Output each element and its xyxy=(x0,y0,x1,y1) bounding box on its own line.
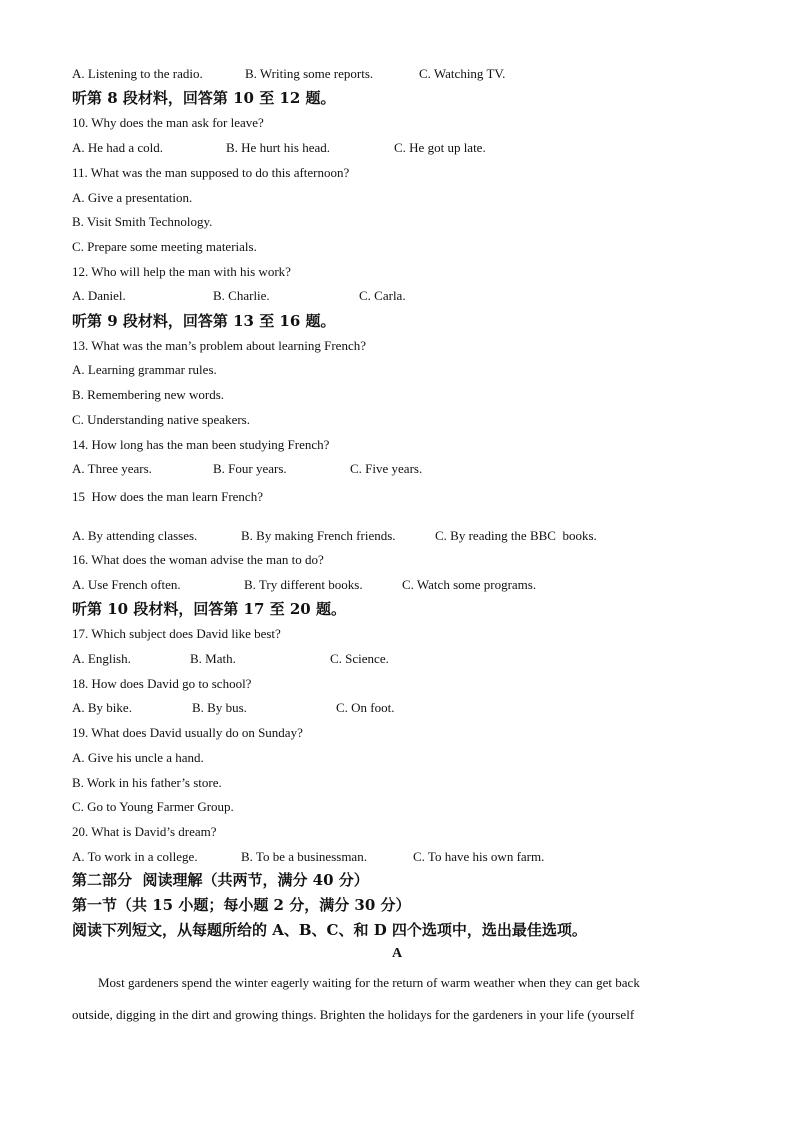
q9-option-c: C. Watching TV. xyxy=(419,66,506,81)
q20-option-b: B. To be a businessman. xyxy=(241,849,367,864)
q15-question: 15 How does the man learn French? xyxy=(72,489,263,504)
q20-option-c: C. To have his own farm. xyxy=(413,849,545,864)
q10-option-b: B. He hurt his head. xyxy=(226,140,330,155)
section8-header: 听第 8 段材料，回答第 10 至 12 题。 xyxy=(72,89,336,107)
q18-option-a: A. By bike. xyxy=(72,700,132,715)
part2-section1-header: 第一节（共 15 小题；每小题 2 分，满分 30 分） xyxy=(72,896,411,914)
q12-option-b: B. Charlie. xyxy=(213,288,270,303)
q20-option-a: A. To work in a college. xyxy=(72,849,198,864)
q13-option-b: B. Remembering new words. xyxy=(72,387,225,402)
q11-question: 11. What was the man supposed to do this afternoon? xyxy=(72,165,350,180)
q14-option-b: B. Four years. xyxy=(213,461,287,476)
q16-option-a: A. Use French often. xyxy=(72,577,181,592)
q15-option-a: A. By attending classes. xyxy=(72,528,198,543)
q10-option-a: A. He had a cold. xyxy=(72,140,163,155)
q14-option-c: C. Five years. xyxy=(350,461,423,476)
q12-option-c: C. Carla. xyxy=(359,288,406,303)
q15-option-b: B. By making French friends. xyxy=(241,528,396,543)
q14-option-a: A. Three years. xyxy=(72,461,152,476)
q10-question: 10. Why does the man ask for leave? xyxy=(72,115,264,130)
q17-question: 17. Which subject does David like best? xyxy=(72,626,281,641)
q19-option-c: C. Go to Young Farmer Group. xyxy=(72,799,234,814)
q16-option-b: B. Try different books. xyxy=(244,577,363,592)
section10-header: 听第 10 段材料，回答第 17 至 20 题。 xyxy=(72,600,346,618)
q11-option-b: B. Visit Smith Technology. xyxy=(72,214,213,229)
q17-option-a: A. English. xyxy=(72,651,131,666)
reading-instruction: 阅读下列短文，从每题所给的 A、B、C、和 D 四个选项中，选出最佳选项。 xyxy=(72,921,587,939)
q15-option-c: C. By reading the BBC books. xyxy=(435,528,597,543)
q14-question: 14. How long has the man been studying French? xyxy=(72,437,330,452)
q19-option-b: B. Work in his father’s store. xyxy=(72,775,222,790)
q18-question: 18. How does David go to school? xyxy=(72,676,252,691)
q12-option-a: A. Daniel. xyxy=(72,288,126,303)
passage-line-2: outside, digging in the dirt and growing things. Brighten the holidays for the gardeners in your life (yourself xyxy=(72,1007,635,1022)
q16-question: 16. What does the woman advise the man to do? xyxy=(72,552,324,567)
q13-option-c: C. Understanding native speakers. xyxy=(72,412,250,427)
q18-option-b: B. By bus. xyxy=(192,700,247,715)
q16-option-c: C. Watch some programs. xyxy=(402,577,537,592)
q17-option-c: C. Science. xyxy=(330,651,389,666)
q11-option-c: C. Prepare some meeting materials. xyxy=(72,239,257,254)
q19-option-a: A. Give his uncle a hand. xyxy=(72,750,204,765)
q20-question: 20. What is David’s dream? xyxy=(72,824,217,839)
q12-question: 12. Who will help the man with his work? xyxy=(72,264,291,279)
q9-option-b: B. Writing some reports. xyxy=(245,66,374,81)
part2-header: 第二部分 阅读理解（共两节，满分 40 分） xyxy=(72,871,369,889)
q17-option-b: B. Math. xyxy=(190,651,236,666)
q11-option-a: A. Give a presentation. xyxy=(72,190,193,205)
q13-question: 13. What was the man’s problem about learning French? xyxy=(72,338,366,353)
q10-option-c: C. He got up late. xyxy=(394,140,486,155)
q9-option-a: A. Listening to the radio. xyxy=(72,66,203,81)
passage-line-1: Most gardeners spend the winter eagerly waiting for the return of warm weather when they can get back xyxy=(72,975,640,990)
passage-label: A xyxy=(391,946,403,961)
q13-option-a: A. Learning grammar rules. xyxy=(72,362,217,377)
q18-option-c: C. On foot. xyxy=(336,700,395,715)
q19-question: 19. What does David usually do on Sunday? xyxy=(72,725,303,740)
section9-header: 听第 9 段材料，回答第 13 至 16 题。 xyxy=(72,312,336,330)
